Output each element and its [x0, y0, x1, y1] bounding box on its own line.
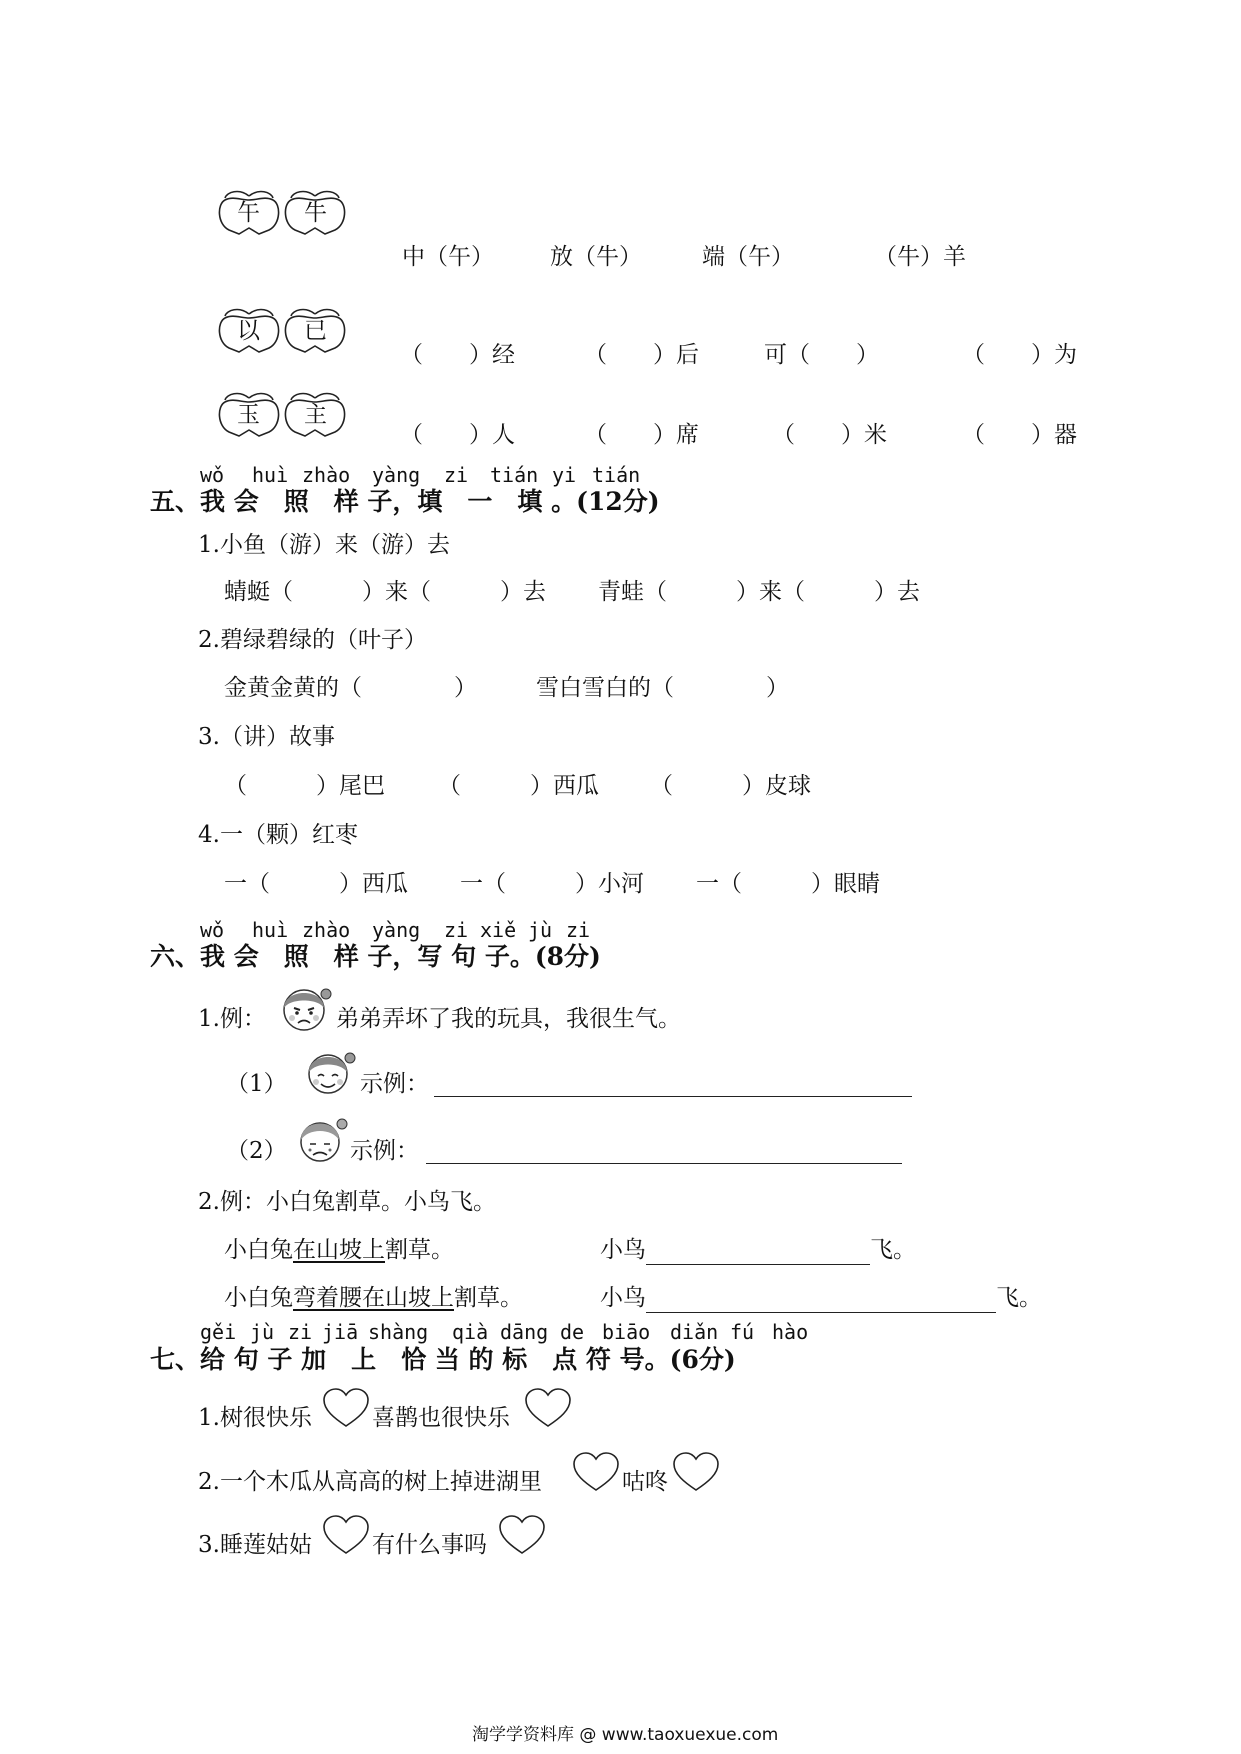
s7-q3-a: 3.睡莲姑姑 [198, 1532, 312, 1558]
section7-title: 七、给 句 子 加 上 恰 当 的 标 点 符 号。(6分) [150, 1345, 736, 1374]
s6-sub1-answer-line[interactable] [434, 1070, 912, 1097]
heart-blank-icon[interactable] [572, 1452, 622, 1494]
pair-1-item-1: 中（午） [402, 244, 494, 270]
s5-q4-example: 4.一（颗）红枣 [198, 822, 358, 848]
pair-3-item-1: （ ）人 [400, 422, 515, 448]
s6-row2-answer-line[interactable] [646, 1286, 996, 1313]
pair-3-item-4: （ ）器 [962, 422, 1077, 448]
s6-row2-left: 小白兔弯着腰在山坡上割草。 [224, 1285, 523, 1311]
s6-row1-answer-line[interactable] [646, 1238, 870, 1265]
apple-icon [213, 304, 353, 360]
s7-q2-b: 咕咚 [622, 1469, 668, 1495]
s5-q3-item-1: （ ）尾巴 [224, 773, 385, 799]
s5-q2-item-1: 金黄金黄的（ ） [224, 675, 477, 701]
apple-icon [213, 388, 353, 444]
pair-3-item-3: （ ）米 [772, 422, 887, 448]
s5-q3-example: 3.（讲）故事 [198, 724, 335, 750]
pair-2-item-2: （ ）后 [584, 342, 699, 368]
pair-right-char: 牛 [304, 200, 327, 226]
pair-1-item-2: 放（牛） [550, 244, 642, 270]
s5-q2-example: 2.碧绿碧绿的（叶子） [198, 627, 427, 653]
s6-q1-prefix: 1.例： [198, 1006, 266, 1032]
pair-1-item-3: 端（午） [702, 244, 794, 270]
s5-q1-item-2: 青蛙（ ）来（ ）去 [598, 579, 920, 605]
s6-row1-left: 小白兔在山坡上割草。 [224, 1237, 454, 1263]
s5-q4-item-2: 一（ ）小河 [460, 871, 644, 897]
pair-2-item-3: 可（ ） [764, 342, 879, 368]
s7-q1-b: 喜鹊也很快乐 [372, 1405, 510, 1431]
pair-1-item-4: （牛）羊 [874, 244, 966, 270]
pair-left-char: 玉 [237, 402, 260, 428]
s6-sub1-num: （1） [226, 1071, 287, 1097]
s6-row1-right: 小鸟 飞。 [600, 1237, 916, 1263]
section5-title: 五、我 会 照 样 子，填 一 填 。(12分) [150, 487, 660, 516]
heart-blank-icon[interactable] [322, 1388, 372, 1430]
sad-girl-icon [292, 1110, 352, 1168]
char-pair-2 [213, 304, 353, 360]
char-pair-1 [213, 186, 353, 242]
s6-sub2-label: 示例： [350, 1138, 419, 1164]
s5-q3-item-2: （ ）西瓜 [438, 773, 599, 799]
apple-icon [213, 186, 353, 242]
pair-right-char: 主 [304, 402, 327, 428]
s6-q2-example: 2.例：小白兔割草。小鸟飞。 [198, 1189, 496, 1215]
s5-q2-item-2: 雪白雪白的（ ） [536, 675, 789, 701]
s5-q1-item-1: 蜻蜓（ ）来（ ）去 [224, 579, 546, 605]
angry-girl-icon [276, 978, 336, 1038]
s5-q3-item-3: （ ）皮球 [650, 773, 811, 799]
s5-q4-item-1: 一（ ）西瓜 [224, 871, 408, 897]
s6-sub2-num: （2） [226, 1138, 287, 1164]
heart-blank-icon[interactable] [524, 1388, 574, 1430]
s6-sub1-label: 示例： [360, 1071, 429, 1097]
s7-q2-a: 2.一个木瓜从高高的树上掉进湖里 [198, 1469, 542, 1495]
pair-2-item-4: （ ）为 [962, 342, 1077, 368]
s7-q1-a: 1.树很快乐 [198, 1405, 312, 1431]
s5-q1-example: 1.小鱼（游）来（游）去 [198, 532, 450, 558]
heart-blank-icon[interactable] [322, 1515, 372, 1557]
pair-left-char: 午 [237, 200, 260, 226]
happy-girl-icon [300, 1044, 360, 1100]
pair-right-char: 已 [304, 318, 327, 344]
section6-title: 六、我 会 照 样 子，写 句 子。(8分) [150, 942, 601, 971]
s5-q4-item-3: 一（ ）眼睛 [696, 871, 880, 897]
s7-q3-b: 有什么事吗 [372, 1532, 487, 1558]
heart-blank-icon[interactable] [498, 1515, 548, 1557]
pair-2-item-1: （ ）经 [400, 342, 515, 368]
s6-sub2-answer-line[interactable] [426, 1137, 902, 1164]
heart-blank-icon[interactable] [672, 1452, 722, 1494]
s6-row2-right: 小鸟 飞。 [600, 1285, 1042, 1311]
pair-left-char: 以 [237, 318, 260, 344]
s6-q1-text: 弟弟弄坏了我的玩具，我很生气。 [336, 1006, 681, 1032]
footer-watermark: 淘学学资料库 @ www.taoxuexue.com [472, 1725, 779, 1745]
char-pair-3 [213, 388, 353, 444]
pair-3-item-2: （ ）席 [584, 422, 699, 448]
